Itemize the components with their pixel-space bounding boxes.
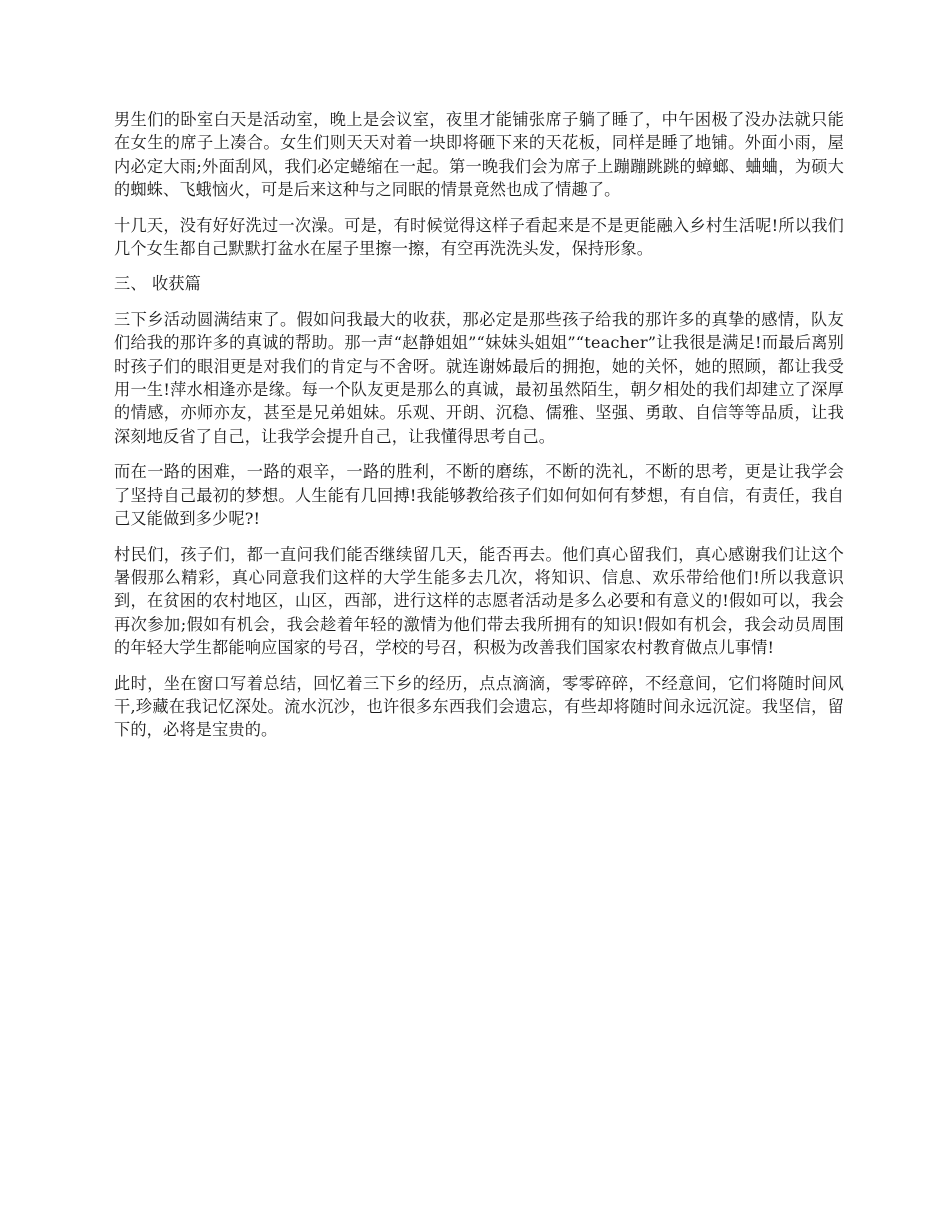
document-body	[114, 108, 844, 754]
paragraph-harvest: 三下乡活动圆满结束了。假如问我最大的收获，那必定是那些孩子给我的那许多的真挚的感情，队友们给我的那许多的真诚的帮助。那一声“赵静姐姐”“妹妹头姐姐”“teacher”让我很是满足!而最后离别时孩子们的眼泪更是对我们的肯定与不舍呀。就连谢姊最后的拥抱，她的关怀，她的照顾，都让我受用一生!萍水相逢亦是缘。每一个队友更是那么的真诚，最初虽然陌生，朝夕相处的我们却建立了深厚的情感，亦师亦友，甚至是兄弟姐妹。乐观、开朗、沉稳、儒雅、坚强、勇敢、自信等等品质，让我深刻地反省了自己，让我学会提升自己，让我懂得思考自己。	[114, 309, 844, 446]
paragraph-villagers: 村民们，孩子们，都一直问我们能否继续留几天，能否再去。他们真心留我们，真心感谢我们让这个暑假那么精彩，真心同意我们这样的大学生能多去几次，将知识、信息、欢乐带给他们!所以我意识到，在贫困的农村地区，山区，西部，进行这样的志愿者活动是多么必要和有意义的!假如可以，我会再次参加;假如有机会，我会趁着年轻的激情为他们带去我所拥有的知识!假如有机会，我会动员周围的年轻大学生都能响应国家的号召，学校的号召，积极为改善我们国家农村教育做点儿事情!	[114, 544, 844, 658]
paragraph-conclusion: 此时，坐在窗口写着总结，回忆着三下乡的经历，点点滴滴，零零碎碎，不经意间，它们将随时间风干,珍藏在我记忆深处。流水沉沙，也许很多东西我们会遗忘，有些却将随时间永远沉淀。我坚信，留下的，必将是宝贵的。	[114, 673, 844, 740]
section-heading-harvest: 三、 收获篇	[114, 274, 201, 294]
paragraph-dream: 而在一路的困难，一路的艰辛，一路的胜利，不断的磨练，不断的洗礼，不断的思考，更是让我学会了坚持自己最初的梦想。人生能有几回搏!我能够教给孩子们如何如何有梦想，有自信，有责任，我自己又能做到多少呢?!	[114, 462, 844, 529]
paragraph-dormitory: 男生们的卧室白天是活动室，晚上是会议室，夜里才能铺张席子躺了睡了，中午困极了没办法就只能在女生的席子上凑合。女生们则天天对着一块即将砸下来的天花板，同样是睡了地铺。外面小雨，屋内必定大雨;外面刮风，我们必定蜷缩在一起。第一晚我们会为席子上蹦蹦跳跳的蟑螂、蛐蛐，为硕大的蜘蛛、飞蛾恼火，可是后来这种与之同眠的情景竟然也成了情趣了。	[114, 110, 844, 200]
paragraph-bathing: 十几天，没有好好洗过一次澡。可是，有时候觉得这样子看起来是不是更能融入乡村生活呢!所以我们几个女生都自己默默打盆水在屋子里擦一擦，有空再洗洗头发，保持形象。	[114, 215, 844, 259]
